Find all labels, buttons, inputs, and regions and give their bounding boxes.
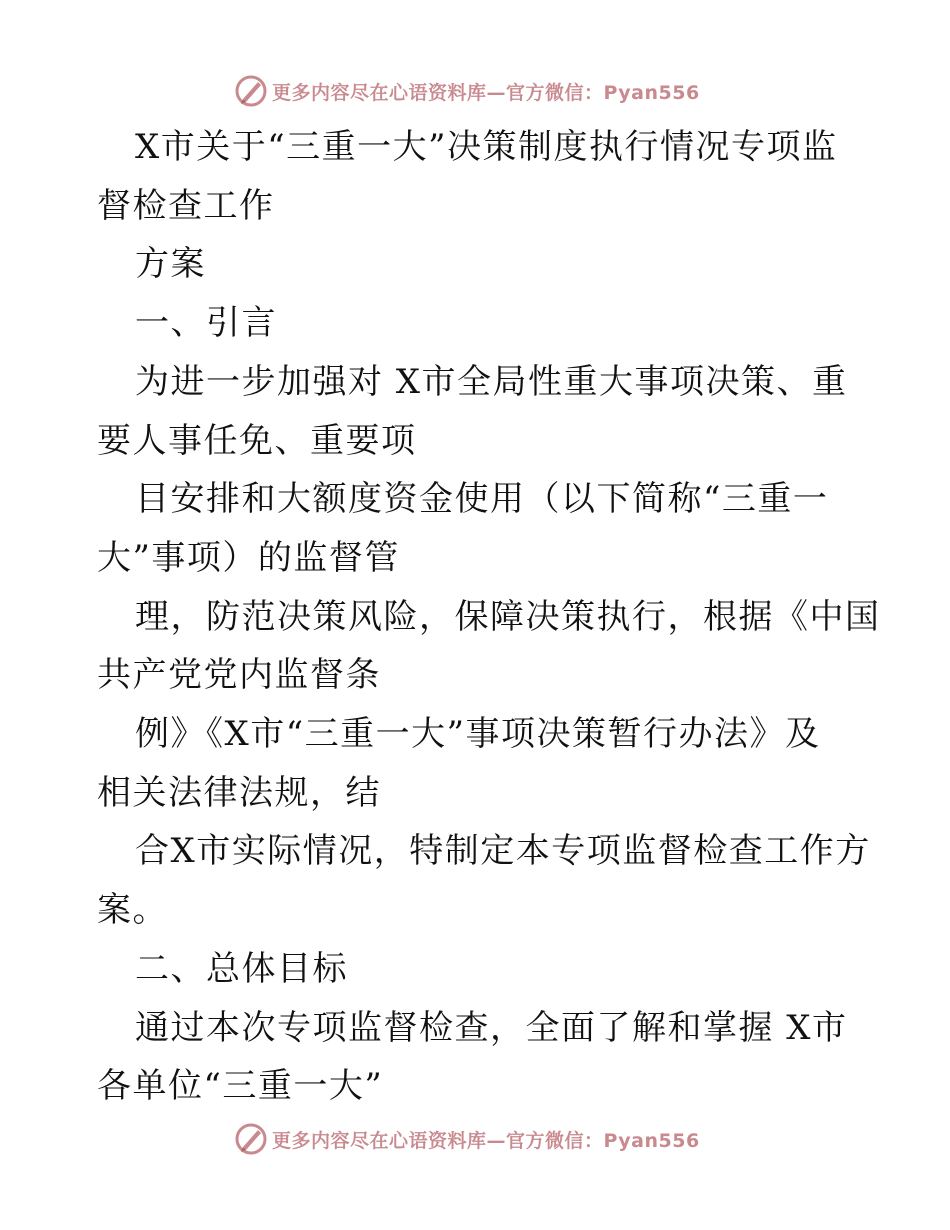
paragraph-line: 各单位“三重一大” (97, 1066, 384, 1107)
paragraph-line: 为进一步加强对 X市全局性重大事项决策、重 (135, 361, 848, 402)
watermark-footer (234, 1122, 700, 1156)
paragraph-line: 理，防范决策风险，保障决策执行，根据《中国 (135, 596, 881, 637)
paragraph-line: 例》《X市“三重一大”事项决策暂行办法》及 (135, 714, 821, 755)
paragraph-line: 共产党党内监督条 (97, 655, 381, 696)
watermark-text: 更多内容尽在心语资料库—官方微信：Pyan556 (272, 1129, 700, 1152)
document-body (97, 118, 881, 1116)
paragraph-line: 通过本次专项监督检查，全面了解和掌握 X市 (135, 1007, 848, 1048)
paragraph-line: 大”事项）的监督管 (97, 537, 400, 578)
title-line-3: 方案 (135, 244, 206, 285)
pen-logo-icon (234, 74, 268, 108)
watermark-text: 更多内容尽在心语资料库—官方微信：Pyan556 (272, 81, 700, 104)
paragraph-line: 相关法律法规，结 (97, 772, 381, 813)
title-line-1: X市关于“三重一大”决策制度执行情况专项监 (135, 127, 838, 167)
paragraph-line: 要人事任免、重要项 (97, 420, 417, 461)
section-heading-goals: 二、总体目标 (135, 948, 348, 989)
paragraph-line: 合X市实际情况，特制定本专项监督检查工作方 (135, 831, 871, 872)
section-heading-intro: 一、引言 (135, 303, 277, 344)
watermark-header (234, 74, 700, 108)
title-line-2: 督检查工作 (97, 185, 275, 226)
pen-logo-icon (234, 1122, 268, 1156)
paragraph-line: 目安排和大额度资金使用（以下简称“三重一 (135, 479, 829, 520)
paragraph-line: 案。 (97, 890, 168, 931)
